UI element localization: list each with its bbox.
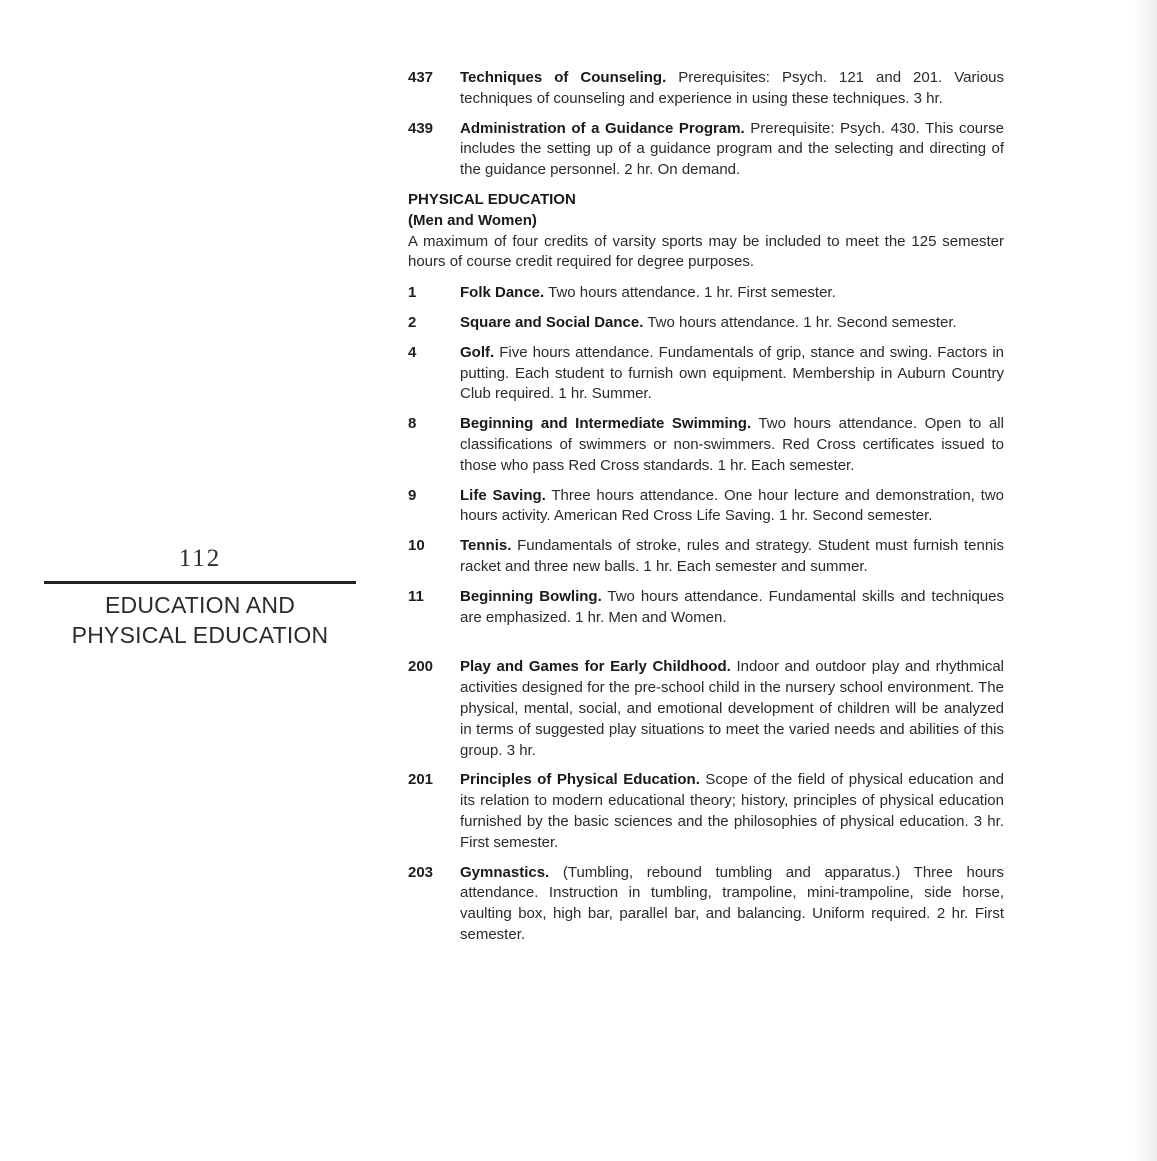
- course-number: 8: [408, 415, 417, 433]
- course-title: Gymnastics.: [460, 863, 550, 881]
- course-entry: [408, 770, 1004, 853]
- course-description: Prerequisite: Psych. 430. This course includes the setting up of a guidance program and the selecting and directing of the guidance personnel. 2 hr. On demand.: [460, 119, 1004, 179]
- course-entry: [408, 68, 1004, 110]
- page-edge-shadow: [1133, 0, 1157, 1161]
- section-title-line2: PHYSICAL EDUCATION: [71, 622, 329, 648]
- sidebar: [44, 545, 356, 650]
- course-title: Beginning Bowling.: [460, 587, 602, 605]
- course-description: Three hours attendance. One hour lecture and demonstration, two hours activity. American Red Cross Life Saving. 1 hr. Second semester.: [460, 486, 1004, 525]
- section-title-line1: EDUCATION AND: [104, 592, 296, 618]
- course-title: Tennis.: [460, 537, 512, 555]
- course-entry: [408, 414, 1004, 476]
- course-title: Golf.: [460, 343, 495, 361]
- course-title: Life Saving.: [460, 486, 546, 504]
- course-number: 439: [408, 119, 434, 137]
- course-number: 2: [408, 313, 417, 331]
- course-entry: [408, 343, 1004, 405]
- course-title: Principles of Physical Education.: [460, 771, 700, 789]
- course-number: 1: [408, 284, 417, 302]
- course-entry: [408, 657, 1004, 761]
- section-intro: A maximum of four credits of varsity sports may be included to meet the 125 semester hours of course credit required for degree purposes.: [408, 232, 1004, 271]
- course-entry: [408, 313, 1004, 334]
- course-description: Indoor and outdoor play and rhythmical activities designed for the pre-school child in the nursery school environment. The physical, mental, social, and emotional development of children will be analyzed in terms of suggested play situations to meet the varied needs and abilities of this group. 3 hr.: [460, 658, 1004, 759]
- course-title: Play and Games for Early Childhood.: [460, 658, 731, 676]
- course-description: Scope of the field of physical education and its relation to modern educational theory; history, principles of physical education furnished by the basic sciences and the philosophies of physical education. 3 hr. First semester.: [460, 771, 1004, 851]
- course-title: Beginning and Intermediate Swimming.: [460, 415, 752, 433]
- divider: [44, 581, 356, 584]
- course-number: 11: [408, 587, 424, 605]
- course-title: Administration of a Guidance Program.: [460, 119, 745, 137]
- section-title: [44, 590, 356, 650]
- course-entry: [408, 119, 1004, 181]
- course-entry: [408, 863, 1004, 946]
- section-subheading: (Men and Women): [408, 211, 537, 229]
- course-number: 200: [408, 658, 434, 676]
- course-entry: [408, 587, 1004, 629]
- course-entry: [408, 283, 1004, 304]
- spacer: [408, 637, 1004, 657]
- course-description: (Tumbling, rebound tumbling and apparatus.) Three hours attendance. Instruction in tumbling, trampoline, mini-trampoline, side horse, vaulting box, high bar, parallel bar, and balancing. Uniform required. 2 hr. First semester.: [460, 863, 1005, 943]
- course-number: 201: [408, 771, 434, 789]
- course-title: Folk Dance.: [460, 284, 545, 302]
- course-description: Two hours attendance. 1 hr. First semester.: [548, 284, 836, 302]
- course-listing: [408, 68, 1004, 955]
- course-number: 437: [408, 69, 434, 86]
- course-number: 203: [408, 863, 434, 881]
- page-number: 112: [178, 545, 222, 572]
- course-title: Techniques of Counseling.: [460, 69, 667, 86]
- course-description: Two hours attendance. Fundamental skills and techniques are emphasized. 1 hr. Men and Women.: [460, 587, 1004, 626]
- course-description: Fundamentals of stroke, rules and strategy. Student must furnish tennis racket and three new balls. 1 hr. Each semester and summer.: [460, 537, 1004, 575]
- course-title: Square and Social Dance.: [460, 313, 644, 331]
- course-entry: [408, 536, 1004, 578]
- course-description: Two hours attendance. 1 hr. Second semester.: [647, 313, 957, 331]
- course-description: Five hours attendance. Fundamentals of grip, stance and swing. Factors in putting. Each student to furnish own equipment. Membership in Auburn Country Club required. 1 hr. Summer.: [460, 343, 1004, 403]
- course-description: Two hours attendance. Open to all classifications of swimmers or non-swimmers. Red Cross certificates issued to those who pass Red Cross standards. 1 hr. Each semester.: [460, 415, 1004, 474]
- course-number: 9: [408, 486, 417, 504]
- section-heading: PHYSICAL EDUCATION: [408, 190, 576, 208]
- course-number: 4: [408, 343, 417, 361]
- course-number: 10: [408, 537, 425, 555]
- course-entry: [408, 486, 1004, 528]
- course-description: Prerequisites: Psych. 121 and 201. Various techniques of counseling and experience in using these techniques. 3 hr.: [460, 69, 1005, 107]
